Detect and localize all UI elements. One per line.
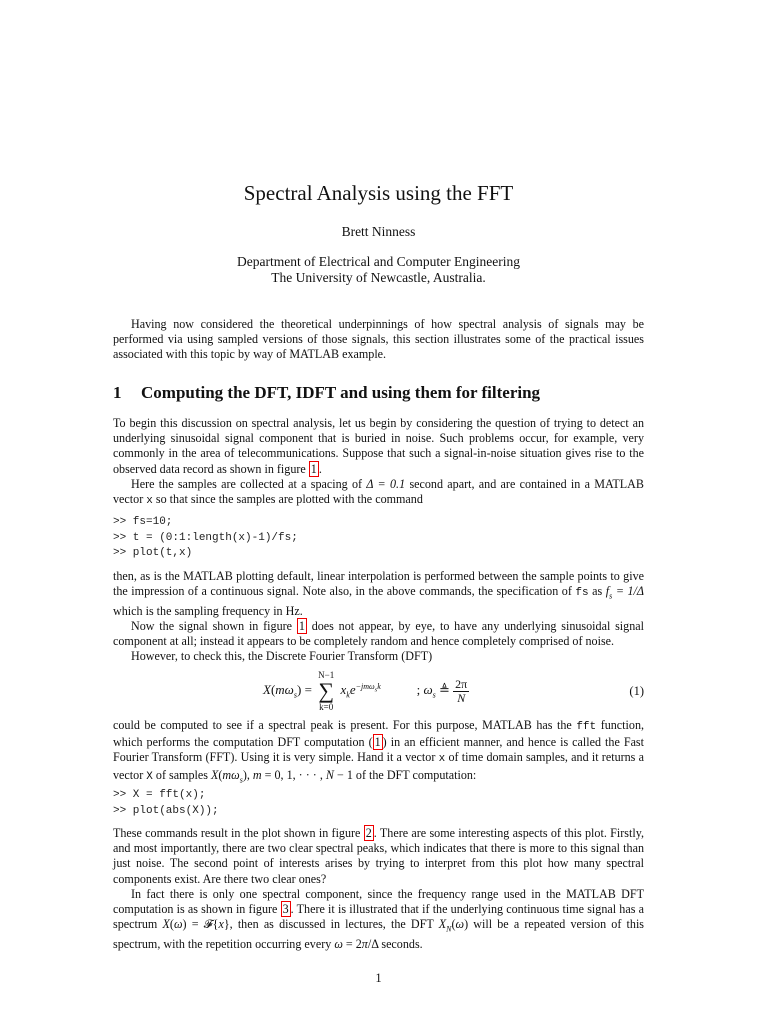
math-fs: $f_s = 1/\Delta$ — [605, 584, 645, 601]
figure-ref-link[interactable]: 2 — [365, 826, 372, 840]
summation-symbol: N−1 ∑ k=0 — [318, 670, 335, 712]
code-x: x — [146, 495, 153, 508]
figure-ref-link[interactable]: 1 — [298, 619, 305, 634]
paragraph-7: These commands result in the plot shown in figure 2 . There are some interesting aspects of this plot. Firstly, and most importantly, there are two clear spectral peaks, which indicates that there is more to this signal than just noise. The second point of interests arises by trying to interpret from this plot how many spectral components exist. Are there two clear ones? — [113, 826, 644, 886]
abstract: Having now considered the theoretical underpinnings of how spectral analysis of signals may be performed via using sampled versions of those signals, this section illustrates some of the practical issues associated with this topic by way of MATLAB example. — [113, 317, 644, 362]
author-name: Brett Ninness — [341, 224, 416, 239]
paragraph-8: In fact there is only one spectral component, since the frequency range used in the MATLAB DFT computation is as shown in figure 3 . There it is illustrated that if the underlying continuous time signal has a spectrum X(ω) = 𝓕{x}, then as discussed in lectures, the DFT $X_N(\omega)$ will be a repeated version of this spectrum, with the repetition occurring every ω = 2π/Δ seconds. — [113, 886, 645, 951]
equation-1 — [113, 670, 644, 714]
affiliation-department: Department of Electrical and Computer Engineering — [236, 254, 521, 269]
page-number: 1 — [375, 971, 382, 985]
paragraph-3: then, as is the MATLAB plotting default, linear interpolation is performed between the sample points to give the impression of a continuous signal. Note also, in the above commands, the specification of fs as $f_s = 1/\Delta$ which is the sampling frequency in Hz. — [113, 569, 645, 618]
paragraph-6: could be computed to see if a spectral peak is present. For this purpose, MATLAB has the fft function, which performs the computation DFT computation ( 1 ) in an efficient manner, and hence is called the Fast Fourier Transform (FFT). Using it is very simple. Hand it a vector x of time domain samples, and it returns a vector X of samples $X(m\omega_s)$, m = 0, 1, · · · , N − 1 of the DFT computation: — [113, 718, 645, 785]
fraction-2pi-over-n: $\frac{2\pi}{N}$ — [455, 676, 468, 705]
section-number: 1 — [113, 383, 122, 402]
code-block-2: >> X = fft(x); >> plot(abs(X)); — [113, 789, 219, 817]
figure-ref-link[interactable]: 3 — [282, 902, 289, 917]
section-heading — [113, 383, 540, 403]
section-title: Computing the DFT, IDFT and using them for filtering — [141, 383, 541, 402]
body-text — [113, 416, 644, 509]
paragraph-2: Here the samples are collected at a spacing of Δ = 0.1 second apart, and are contained in a MATLAB vector x so that since the samples are plotted with the command — [113, 476, 644, 508]
code-block-1: >> fs=10; >> t = (0:1:length(x)-1)/fs; >> plot(t,x) — [113, 516, 298, 559]
paper-title: Spectral Analysis using the FFT — [243, 181, 514, 205]
paragraph-4: Now the signal shown in figure 1 does not appear, by eye, to have any underlying sinusoidal signal component at all; instead it appears to be completely random and hence completely comprised of noise. — [113, 619, 644, 649]
dft-equation: $X(m\omega_s) = N-1$ ∑ k=0 $x_ke^{-jm\omega_sk}$ ; $\omega_s$ ≜ $\frac{2\pi}{N}$ — [263, 670, 468, 712]
body-text-4 — [113, 826, 644, 952]
paragraph-5: However, to check this, the Discrete Fourier Transform (DFT) — [131, 649, 433, 664]
figure-ref-link[interactable]: 1 — [310, 461, 317, 476]
paragraph-1: To begin this discussion on spectral analysis, let us begin by considering the question of trying to detect an underlying sinusoidal signal component that is buried in noise. Such problems occur, for example, very commonly in the area of telecommunications. Suppose that such a signal-in-noise situation gives rise to the observed data record as shown in figure 1 . — [113, 416, 644, 476]
affiliation — [113, 254, 644, 286]
body-text-2 — [113, 569, 644, 665]
equation-ref-link[interactable]: 1 — [374, 735, 381, 750]
equation-number: (1) — [629, 684, 644, 698]
affiliation-university: The University of Newcastle, Australia. — [271, 270, 486, 285]
math-delta: Δ = 0.1 — [366, 476, 406, 491]
body-text-3 — [113, 718, 644, 787]
